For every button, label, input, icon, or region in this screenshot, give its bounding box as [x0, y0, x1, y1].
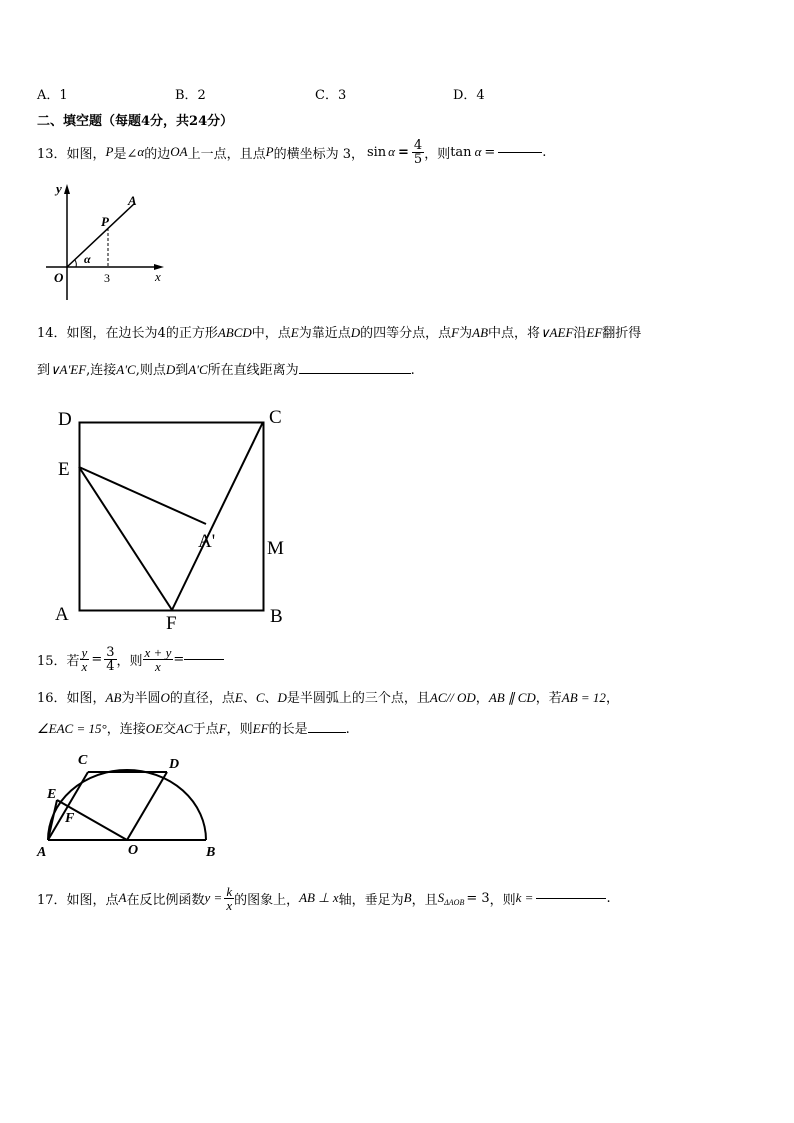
- semicircle-arc: [48, 770, 206, 840]
- angle-arc: [75, 260, 76, 267]
- ray-oa: [67, 203, 135, 267]
- q15-frac-num: 3: [106, 644, 115, 660]
- q13-text: OA: [170, 144, 188, 159]
- label-a-prime: A': [198, 531, 216, 552]
- question-14-line2: [37, 359, 415, 378]
- q16-text: 16．如图，: [37, 691, 106, 706]
- q14-text: 的四等分点，点: [360, 326, 452, 341]
- q14-text: 到: [37, 363, 51, 378]
- q15-frac-34: [104, 646, 116, 673]
- question-14-line1: [37, 322, 641, 341]
- question-13: [37, 132, 546, 172]
- label-p: P: [101, 214, 109, 229]
- label-f: F: [65, 811, 75, 826]
- label-y: y: [56, 181, 62, 196]
- label-d: D: [58, 409, 72, 430]
- question-16-line1: [37, 687, 619, 706]
- q16-answer-blank: [308, 731, 346, 733]
- question-17: [37, 878, 611, 918]
- figure-13: [38, 178, 173, 303]
- option-a: A．1: [37, 88, 68, 103]
- label-d: D: [169, 757, 180, 772]
- q13-text: 的横坐标为 3，: [273, 146, 364, 162]
- y-axis-arrow: [64, 184, 70, 194]
- q13-text: =: [484, 144, 496, 160]
- q13-text: α: [474, 144, 482, 159]
- q14-text: ,连接: [86, 363, 117, 378]
- q16-text: ，连接: [106, 722, 146, 737]
- label-a: A: [55, 604, 69, 625]
- q13-answer-blank: [498, 151, 542, 153]
- figure-14: [50, 400, 300, 632]
- label-e: E: [47, 787, 57, 802]
- q16-text: 于点: [192, 722, 219, 737]
- q16-text: 的长是: [268, 722, 308, 737]
- q14-text: 翻折得: [602, 326, 642, 341]
- q16-text: ，: [605, 691, 619, 706]
- q15-frac-num: y: [81, 644, 88, 660]
- q14-text: D: [165, 362, 176, 377]
- q16-text: 交: [163, 722, 177, 737]
- q17-text: 17．如图，点: [37, 892, 119, 908]
- q13-text: α: [388, 144, 395, 159]
- q14-text: AB: [472, 325, 489, 340]
- option-d: D．4: [453, 88, 485, 103]
- q15-frac-den: 4: [106, 658, 115, 674]
- label-o: O: [128, 843, 139, 858]
- q16-text: E: [234, 690, 243, 705]
- q17-text: ，且: [411, 892, 438, 908]
- q14-text: 为靠近点: [298, 326, 351, 341]
- q13-text: α: [137, 144, 145, 159]
- q17-text: 轴，垂足为: [338, 892, 404, 908]
- q14-text: 到: [175, 363, 189, 378]
- q17-frac-num: k: [226, 883, 233, 899]
- q16-text: .: [345, 722, 350, 737]
- label-c: C: [78, 753, 88, 768]
- label-alpha: α: [84, 252, 91, 266]
- segment-od: [127, 772, 167, 840]
- q15-text: =: [91, 651, 103, 667]
- q14-text: 中点，将: [488, 326, 541, 341]
- q13-text: 是∠: [113, 146, 138, 162]
- q13-text: 上一点，且点: [187, 146, 266, 162]
- q16-text: ，若: [535, 691, 562, 706]
- q14-text: ∨AEF: [540, 325, 574, 340]
- option-c: C．3: [315, 88, 347, 103]
- q17-text: y =: [204, 890, 223, 905]
- q16-text: C: [255, 690, 265, 705]
- label-b: B: [270, 606, 283, 627]
- label-a: A: [128, 193, 137, 208]
- q17-text: 在反比例函数: [126, 892, 205, 908]
- label-f: F: [166, 613, 177, 632]
- q15-answer-blank: [184, 658, 224, 660]
- q14-text: A'C: [188, 362, 208, 377]
- q14-text: 沿: [573, 326, 587, 341]
- q17-answer-blank: [536, 897, 606, 899]
- square-abcd: [80, 423, 264, 611]
- q13-text: P: [265, 144, 274, 159]
- q16-text: 的直径，点: [169, 691, 235, 706]
- q15-frac-xyx: [143, 646, 174, 673]
- q17-text: .: [606, 890, 611, 906]
- q14-text: ABCD: [217, 325, 252, 340]
- q13-text: 的边: [144, 146, 171, 162]
- figure-16: [30, 748, 225, 863]
- q17-text: B: [403, 890, 412, 905]
- q16-text: OE: [145, 721, 164, 736]
- q13-num: 13．如图，: [37, 146, 106, 162]
- q16-text: AB: [105, 690, 122, 705]
- q15-frac-den: x: [81, 658, 88, 674]
- q15-frac-num: x + y: [144, 644, 172, 660]
- q14-text: D: [350, 325, 361, 340]
- q14-text: EF: [586, 325, 603, 340]
- q13-frac-den: 5: [413, 151, 423, 167]
- question-16-line2: [37, 718, 350, 737]
- question-15: [37, 640, 224, 678]
- label-e: E: [58, 459, 70, 480]
- option-b: B．2: [175, 88, 206, 103]
- q16-text: O: [160, 690, 170, 705]
- q14-text: E: [290, 325, 299, 340]
- label-a: A: [37, 845, 47, 860]
- q16-text: EF: [252, 721, 269, 736]
- q14-text: A'C: [116, 362, 136, 377]
- q15-text: ，则: [116, 653, 143, 669]
- q16-text: ，则: [226, 722, 253, 737]
- q15-text: 15．若: [37, 653, 80, 669]
- q17-frac-kx: [224, 885, 234, 912]
- q14-text: 为: [459, 326, 473, 341]
- q16-text: 、: [242, 691, 256, 706]
- q17-text: AB ⊥ x: [299, 890, 339, 905]
- q13-text: .: [542, 144, 547, 160]
- label-x: x: [155, 269, 161, 284]
- q13-text: ，则: [424, 146, 451, 162]
- label-o: O: [54, 270, 64, 285]
- q16-text: D: [277, 690, 287, 705]
- q17-text: A: [118, 890, 127, 905]
- q14-text: ,则点: [135, 363, 166, 378]
- q16-text: AB ∥ CD: [488, 690, 536, 705]
- q13-text: =: [398, 144, 409, 160]
- q17-subscript: ΔAOB: [444, 897, 465, 907]
- segment-fc: [172, 422, 263, 610]
- q14-answer-blank: [299, 372, 411, 374]
- q17-text: ，则: [489, 892, 516, 908]
- q17-text: k =: [515, 890, 534, 905]
- q15-frac-yx: [80, 646, 90, 673]
- q14-text: ∨A'EF: [50, 362, 87, 377]
- q13-text: P: [105, 144, 114, 159]
- q15-frac-den: x: [143, 659, 174, 673]
- q16-text: AC// OD: [429, 690, 476, 705]
- q17-text: = 3: [466, 890, 490, 906]
- q16-text: 、: [264, 691, 278, 706]
- q16-text: F: [218, 721, 227, 736]
- q16-text: 是半圆弧上的三个点，且: [286, 691, 430, 706]
- q14-text: F: [451, 325, 460, 340]
- q14-text: .: [410, 363, 415, 378]
- q16-text: 为半圆: [121, 691, 161, 706]
- q16-text: ∠EAC = 15°: [37, 721, 107, 736]
- q13-text: tan: [450, 144, 472, 160]
- q14-text: 14．如图，在边长为4的正方形: [37, 326, 218, 341]
- label-three: 3: [104, 271, 110, 285]
- label-b: B: [206, 845, 216, 860]
- q13-frac-num: 4: [413, 137, 423, 153]
- q17-text: S: [437, 890, 445, 905]
- q13-text: sin: [366, 144, 387, 160]
- q15-text: =: [173, 651, 185, 667]
- q16-text: ，: [475, 691, 489, 706]
- q17-text: 的图象上，: [234, 892, 300, 908]
- label-c: C: [269, 407, 282, 428]
- section-title: 二、填空题（每题4分，共24分）: [37, 114, 234, 129]
- q14-text: 所在直线距离为: [207, 363, 299, 378]
- q16-text: AC: [176, 721, 193, 736]
- q16-text: AB = 12: [561, 690, 606, 705]
- label-m: M: [267, 538, 284, 559]
- q14-text: 中，点: [251, 326, 291, 341]
- q13-fraction: [412, 139, 424, 166]
- q17-frac-den: x: [226, 897, 233, 913]
